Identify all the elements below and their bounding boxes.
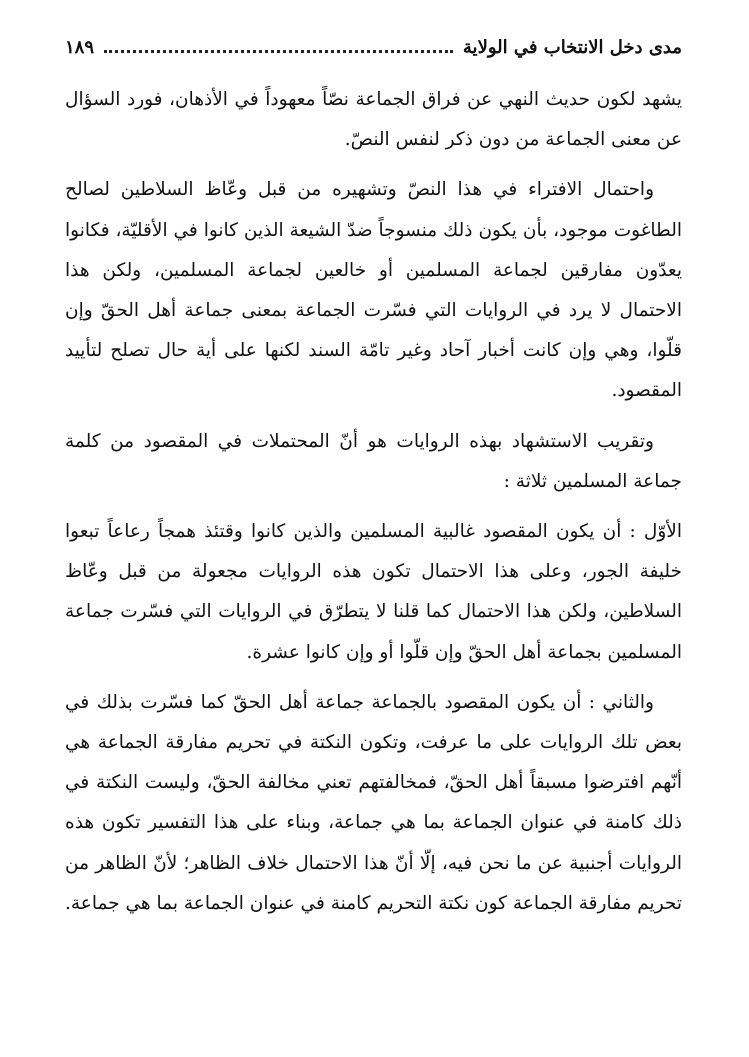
leader-dots [104,50,453,53]
chapter-title: مدى دخل الانتخاب في الولاية [462,36,682,58]
paragraph-fabrication: واحتمال الافتراء في هذا النصّ وتشهيره من قبل وعّاظ السلاطين لصالح الطاغوت موجود، بأن يكون ذلك منسوجاً ضدّ الشيعة الذين كانوا في الأقليّة، فكانوا يعدّون مفارقين لجماعة المسلمين أو خالعين لجماعة المسلمين، ولكن هذا الاحتمال لا يرد في الروايات التي فسّرت الجماعة بمعنى جماعة أهل الحقّ وإن قلّوا، وهي وإن كانت أخبار آحاد وغير تامّة السند لكنها على أية حال تصلح لتأييد المقصود. [65,179,682,402]
running-header [65,30,682,64]
page-number: ١٨٩ [65,36,95,58]
body-text [65,80,682,924]
paragraph-continuation: يشهد لكون حديث النهي عن فراق الجماعة نصّاً معهوداً في الأذهان، فورد السؤال عن معنى الجماعة من دون ذكر لنفس النصّ. [65,89,682,151]
paragraph-argument: وتقريب الاستشهاد بهذه الروايات هو أنّ المحتملات في المقصود من كلمة جماعة المسلمين ثلاثة : [65,430,682,492]
paragraph-second-possibility: والثاني : أن يكون المقصود بالجماعة جماعة أهل الحقّ كما فسّرت بذلك في بعض تلك الروايات على ما عرفت، وتكون النكتة في تحريم مفارقة الجماعة هي أنّهم افترضوا مسبقاً أهل الحقّ، فمخالفتهم تعني مخالفة الحقّ، وليست النكتة في ذلك كامنة في عنوان الجماعة بما هي جماعة، وبناء على هذا التفسير تكون هذه الروايات أجنبية عن ما نحن فيه، إلّا أنّ هذا الاحتمال خلاف الظاهر؛ لأنّ الظاهر من تحريم مفارقة الجماعة كون نكتة التحريم كامنة في عنوان الجماعة بما هي جماعة. [64,691,682,914]
book-page [65,30,682,934]
paragraph-first-possibility: الأوّل : أن يكون المقصود غالبية المسلمين والذين كانوا وقتئذ همجاً رعاعاً تبعوا خليفة الجور، وعلى هذا الاحتمال تكون هذه الروايات مجعولة من قبل وعّاظ السلاطين، ولكن هذا الاحتمال كما قلنا لا يتطرّق في الروايات التي فسّرت جماعة المسلمين بجماعة أهل الحقّ وإن قلّوا أو وإن كانوا عشرة. [65,521,682,663]
